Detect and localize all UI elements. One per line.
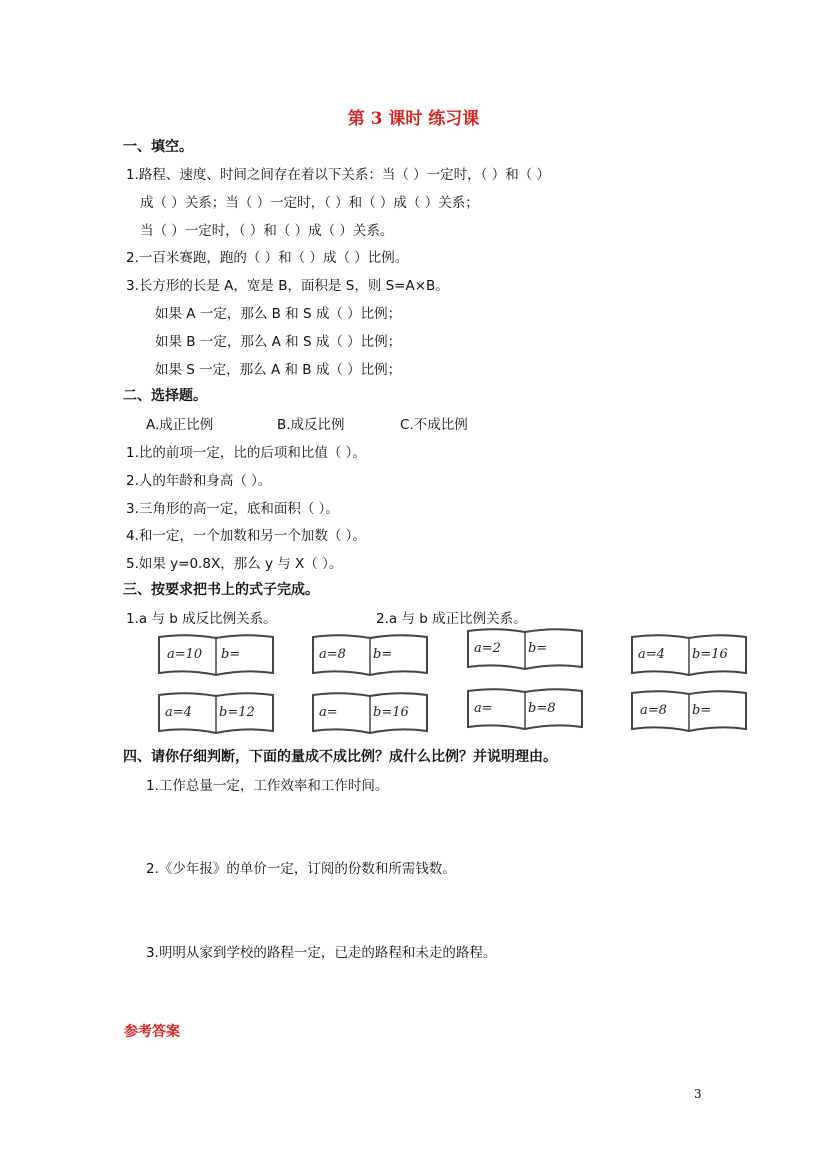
section-2-heading: 二、选择题。 bbox=[123, 388, 207, 404]
s1-q3: 3.长方形的长是 A，宽是 B，面积是 S，则 S=A×B。 bbox=[126, 278, 449, 294]
s2-option-b: B.成反比例 bbox=[277, 417, 345, 433]
s4-q2: 2.《少年报》的单价一定，订阅的份数和所需钱数。 bbox=[146, 861, 456, 877]
book-b-value: b=12 bbox=[219, 705, 255, 720]
book-b-value: b= bbox=[528, 641, 548, 656]
book-b-value: b= bbox=[221, 647, 241, 662]
section-1-heading: 一、填空。 bbox=[123, 139, 193, 155]
s1-q3b: 如果 B 一定，那么 A 和 S 成（ ）比例； bbox=[155, 334, 402, 350]
book-card bbox=[311, 633, 429, 677]
s2-option-a: A.成正比例 bbox=[146, 417, 214, 433]
s3-left-label: 1.a 与 b 成反比例关系。 bbox=[126, 611, 277, 627]
s1-q3c: 如果 S 一定，那么 A 和 B 成（ ）比例； bbox=[155, 362, 402, 378]
book-a-value: a=8 bbox=[640, 703, 667, 718]
book-card bbox=[466, 687, 584, 731]
s2-q1: 1.比的前项一定，比的后项和比值（ ）。 bbox=[126, 445, 366, 461]
book-a-value: a=8 bbox=[319, 647, 346, 662]
book-card bbox=[157, 633, 275, 677]
page-title: 第 3 课时 练习课 bbox=[347, 109, 480, 129]
book-card bbox=[630, 689, 748, 733]
book-a-value: a=4 bbox=[165, 705, 192, 720]
book-card bbox=[466, 627, 584, 671]
s1-q1-line3: 当（ ）一定时，（ ）和（ ）成（ ）关系。 bbox=[140, 223, 394, 239]
book-a-value: a= bbox=[319, 705, 338, 720]
s1-q3a: 如果 A 一定，那么 B 和 S 成（ ）比例； bbox=[155, 306, 402, 322]
s1-q1-line2: 成（ ）关系；当（ ）一定时，（ ）和（ ）成（ ）关系； bbox=[140, 195, 479, 211]
s2-q3: 3.三角形的高一定，底和面积（ ）。 bbox=[126, 501, 339, 517]
book-b-value: b=16 bbox=[692, 647, 728, 662]
s1-q2: 2.一百米赛跑，跑的（ ）和（ ）成（ ）比例。 bbox=[126, 250, 409, 266]
s4-q1: 1.工作总量一定，工作效率和工作时间。 bbox=[146, 778, 389, 794]
book-b-value: b= bbox=[373, 647, 393, 662]
book-card bbox=[311, 691, 429, 735]
s2-q2: 2.人的年龄和身高（ ）。 bbox=[126, 473, 272, 489]
book-card bbox=[157, 691, 275, 735]
section-3-heading: 三、按要求把书上的式子完成。 bbox=[123, 582, 319, 598]
book-b-value: b=16 bbox=[373, 705, 409, 720]
book-a-value: a=2 bbox=[474, 641, 501, 656]
book-a-value: a=10 bbox=[167, 647, 203, 662]
s2-q4: 4.和一定，一个加数和另一个加数（ ）。 bbox=[126, 528, 366, 544]
section-4-heading: 四、请你仔细判断，下面的量成不成比例？成什么比例？并说明理由。 bbox=[123, 749, 557, 765]
book-card bbox=[630, 633, 748, 677]
page-number: 3 bbox=[694, 1087, 702, 1101]
book-a-value: a=4 bbox=[638, 647, 665, 662]
book-a-value: a= bbox=[474, 701, 493, 716]
s2-option-c: C.不成比例 bbox=[400, 417, 468, 433]
s2-q5: 5.如果 y=0.8X，那么 y 与 X（ ）。 bbox=[126, 556, 343, 572]
book-b-value: b=8 bbox=[528, 701, 556, 716]
s3-right-label: 2.a 与 b 成正比例关系。 bbox=[376, 611, 527, 627]
book-b-value: b= bbox=[692, 703, 712, 718]
s1-q1-line1: 1.路程、速度、时间之间存在着以下关系：当（ ）一定时，（ ）和（ ） bbox=[126, 167, 551, 183]
answer-heading: 参考答案 bbox=[124, 1024, 180, 1040]
s4-q3: 3.明明从家到学校的路程一定，已走的路程和未走的路程。 bbox=[146, 945, 497, 961]
